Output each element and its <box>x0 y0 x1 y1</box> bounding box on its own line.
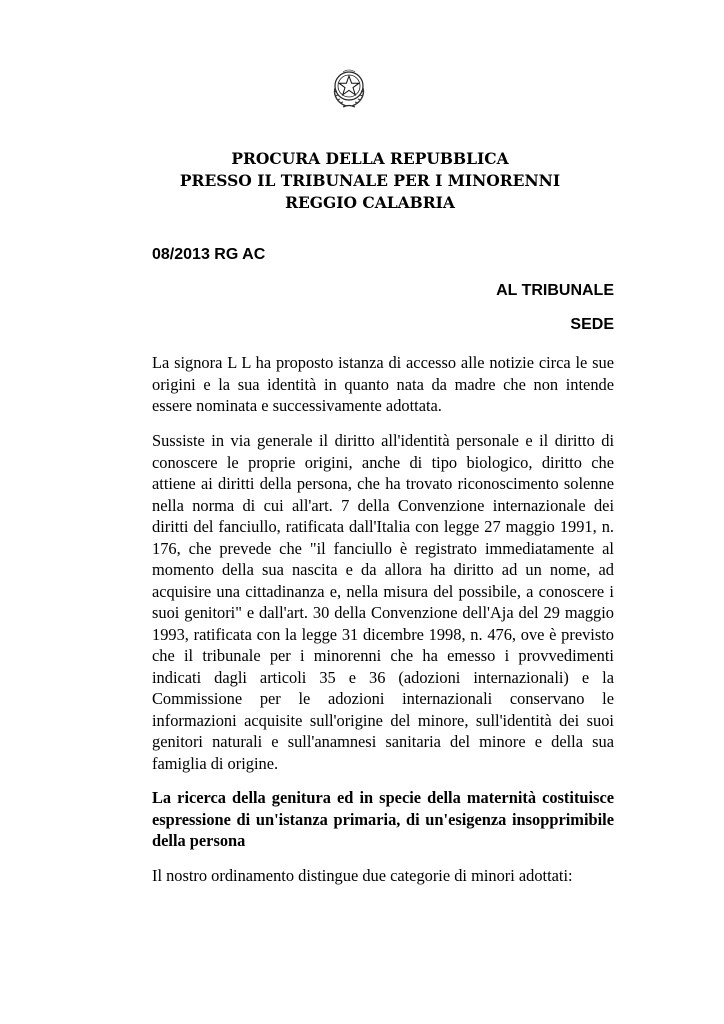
office-header <box>120 148 620 214</box>
section-heading: La ricerca della genitura ed in specie della maternità costituisce espressione di un'istanza primaria, di un'esigenza insopprimibile della persona <box>152 788 614 850</box>
italian-republic-emblem-icon <box>329 66 369 110</box>
recipient-line-2: SEDE <box>570 316 614 333</box>
header-line-2: PRESSO IL TRIBUNALE PER I MINORENNI <box>179 171 561 190</box>
paragraph-1: La signora L L ha proposto istanza di accesso alle notizie circa le sue origini e la sua identità in quanto nata da madre che non intende essere nominata e successivamente adottata. <box>152 353 614 415</box>
paragraph-2: Sussiste in via generale il diritto all'identità personale e il diritto di conoscere le proprie origini, anche di tipo biologico, diritto che attiene ai diritti della persona, che ha trovato riconoscimento solenne nella norma di cui all'art. 7 della Convenzione internazionale dei diritti del fanciullo, ratificata dall'Italia con legge 27 maggio 1991, n. 176, che prevede che "il fanciullo è registrato immediatamente al momento della sua nascita e da allora ha diritto ad un nome, ad acquisire una cittadinanza e, nella misura del possibile, a conoscere i suoi genitori" e dall'art. 30 della Convenzione dell'Aja del 29 maggio 1993, ratificata con la legge 31 dicembre 1998, n. 476, ove è previsto che il tribunale per i minorenni che ha emesso i provvedimenti indicati dagli articoli 35 e 36 (adozioni internazionali) e la Commissione per le adozioni internazionali conservano le informazioni acquisite sull'origine del minore, sull'identità dei suoi genitori naturali e sull'anamnesi sanitaria del minore e della sua famiglia di origine. <box>152 431 614 773</box>
recipient-line-1: AL TRIBUNALE <box>496 282 614 299</box>
case-reference: 08/2013 RG AC <box>152 246 266 263</box>
header-line-3: REGGIO CALABRIA <box>285 193 455 212</box>
header-line-1: PROCURA DELLA REPUBBLICA <box>231 149 509 168</box>
paragraph-3: Il nostro ordinamento distingue due categorie di minori adottati: <box>152 866 573 885</box>
